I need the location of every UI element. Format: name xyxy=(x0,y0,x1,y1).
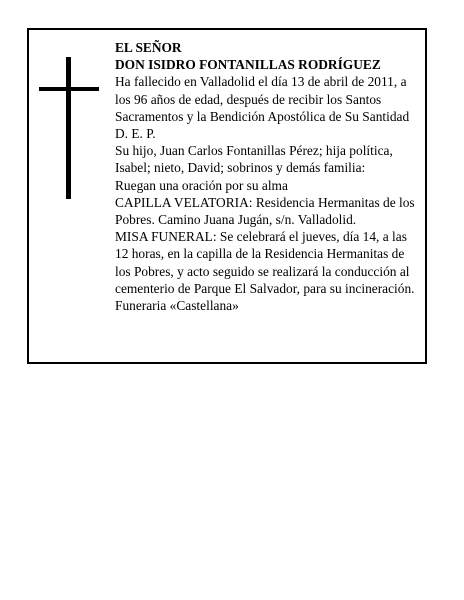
prayer-request: Ruegan una oración por su alma xyxy=(115,177,288,193)
deceased-honorific: EL SEÑOR xyxy=(115,40,182,55)
notice-body xyxy=(115,39,423,314)
funeral-mass-info: MISA FUNERAL: Se celebrará el jueves, día 14, a las 12 horas, en la capilla de la Residencia Hermanitas de los Pobres, y acto seguido se realizará la conducción al cementerio de Parque El Salvador, para su incineración. xyxy=(115,229,415,296)
obituary-notice xyxy=(27,28,427,364)
funeral-home: Funeraria «Castellana» xyxy=(115,298,239,314)
cross-icon xyxy=(39,57,99,199)
family-mourners: Su hijo, Juan Carlos Fontanillas Pérez; hija política, Isabel; nieto, David; sobrinos y demás familia: xyxy=(115,143,393,176)
wake-chapel-info: CAPILLA VELATORIA: Residencia Hermanitas de los Pobres. Camino Juana Jugán, s/n. Valladolid. xyxy=(115,194,415,228)
death-announcement: Ha fallecido en Valladolid el día 13 de abril de 2011, a los 96 años de edad, después de recibir los Santos Sacramentos y la Bendición Apostólica de Su Santidad D. E. P. xyxy=(115,74,410,142)
deceased-name: DON ISIDRO FONTANILLAS RODRÍGUEZ xyxy=(115,57,381,73)
